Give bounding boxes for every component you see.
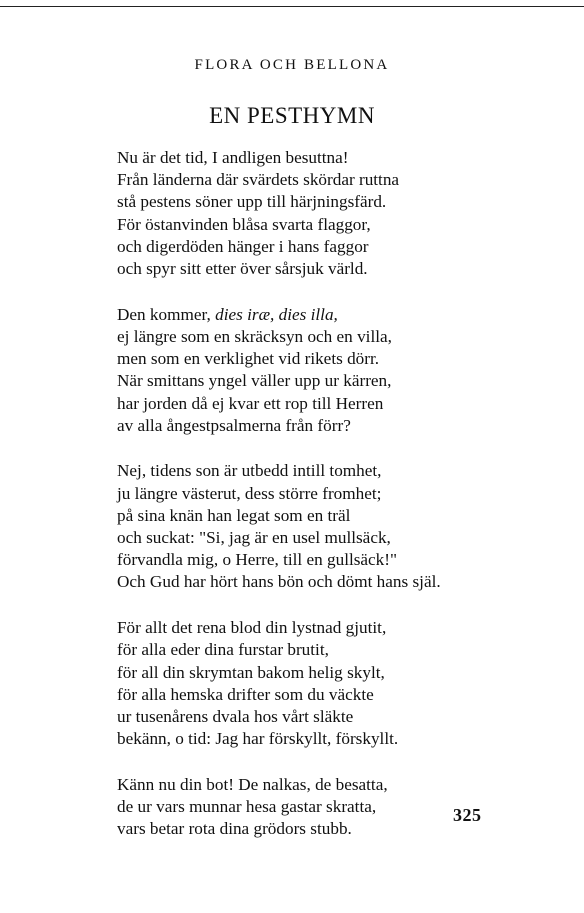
- poem-line: förvandla mig, o Herre, till en gullsäck!": [117, 550, 398, 570]
- poem-line-with-italic: [117, 304, 577, 326]
- stanza-5: [117, 774, 577, 841]
- poem-line: och suckat: "Si, jag är en usel mullsäck,: [117, 528, 391, 548]
- poem-line: Nej, tidens son är utbedd intill tomhet,: [117, 461, 382, 481]
- poem-body: [117, 147, 577, 864]
- poem-line: Från länderna där svärdets skördar ruttna: [117, 170, 400, 190]
- poem-line: Känn nu din bot! De nalkas, de besatta,: [117, 774, 388, 794]
- poem-line: När smittans yngel väller upp ur kärren,: [117, 371, 392, 391]
- poem-line: Nu är det tid, I andligen besuttna!: [117, 148, 349, 167]
- stanza-2: [117, 304, 577, 437]
- poem-line: de ur vars munnar hesa gastar skratta,: [117, 797, 377, 817]
- top-rule: [0, 6, 584, 7]
- poem-line-start: Den kommer,: [117, 304, 216, 324]
- poem-line: för alla hemska drifter som du väckte: [117, 684, 374, 704]
- poem-line: på sina knän han legat som en träl: [117, 505, 351, 525]
- poem-title: EN PESTHYMN: [209, 103, 375, 128]
- poem-line: För allt det rena blod din lystnad gjutit,: [117, 618, 387, 638]
- page-number: 325: [453, 805, 482, 825]
- italic-latin-phrase: dies iræ, dies illa,: [215, 304, 338, 324]
- poem-line: för all din skrymtan bakom helig skylt,: [117, 662, 385, 682]
- poem-line: bekänn, o tid: Jag har förskyllt, förskyllt.: [117, 729, 399, 749]
- poem-line: ej längre som en skräcksyn och en villa,: [117, 326, 392, 346]
- poem-line: och digerdöden hänger i hans faggor: [117, 236, 369, 256]
- poem-line: stå pestens söner upp till härjningsfärd.: [117, 192, 387, 212]
- poem-line: av alla ångestpsalmerna från förr?: [117, 415, 351, 435]
- poem-line: har jorden då ej kvar ett rop till Herren: [117, 393, 384, 413]
- poem-line: ju längre västerut, dess större fromhet;: [117, 483, 382, 503]
- stanza-4: [117, 617, 577, 750]
- poem-line: och spyr sitt etter över sårsjuk värld.: [117, 259, 368, 279]
- stanza-1: [117, 147, 577, 280]
- running-head: FLORA OCH BELLONA: [194, 57, 390, 73]
- poem-line: För östanvinden blåsa svarta flaggor,: [117, 214, 371, 234]
- poem-line: för alla eder dina furstar brutit,: [117, 640, 329, 660]
- poem-line: ur tusenårens dvala hos vårt släkte: [117, 706, 354, 726]
- poem-line: men som en verklighet vid rikets dörr.: [117, 349, 380, 369]
- poem-line: vars betar rota dina grödors stubb.: [117, 819, 352, 839]
- stanza-3: [117, 460, 577, 593]
- poem-line: Och Gud har hört hans bön och dömt hans själ.: [117, 572, 441, 592]
